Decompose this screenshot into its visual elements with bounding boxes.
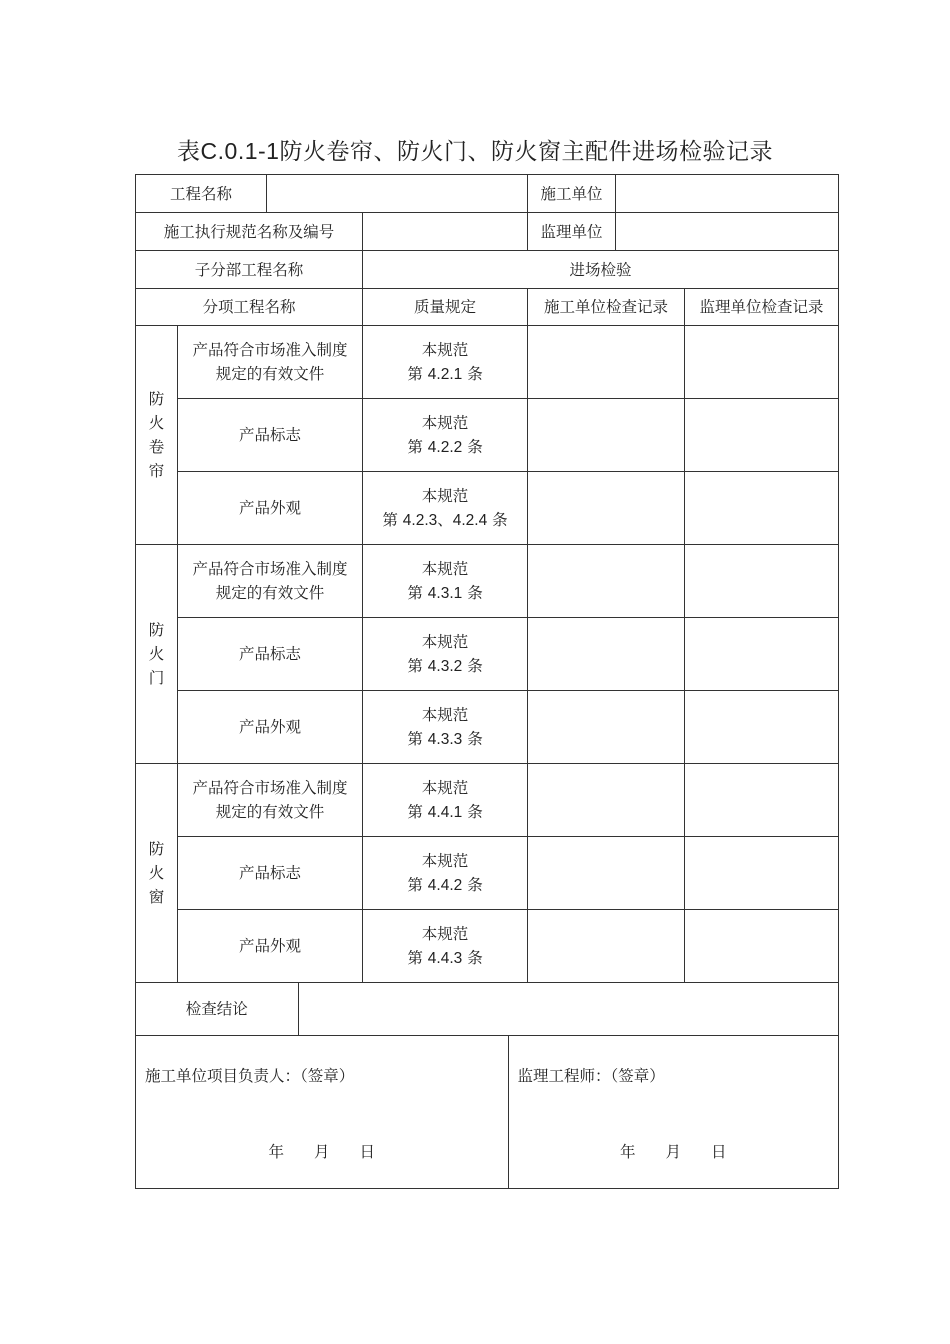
supervision-check-cell[interactable] [685, 837, 839, 910]
construction-signature-label: 施工单位项目负责人：（签章） [145, 1067, 355, 1085]
table-row [136, 545, 839, 618]
table-row [136, 472, 839, 545]
item-cell: 产品外观 [178, 910, 363, 983]
spec-cell: 本规范 第 4.2.1 条 [363, 326, 528, 399]
conclusion-row [136, 983, 839, 1036]
supervision-check-label: 监理单位检查记录 [685, 289, 839, 326]
construction-check-cell[interactable] [528, 910, 685, 983]
supervision-check-cell[interactable] [685, 691, 839, 764]
group-name-fire-door: 防 火 门 [136, 545, 178, 764]
table-row [136, 691, 839, 764]
construction-unit-label: 施工单位 [528, 175, 616, 213]
spec-cell: 本规范 第 4.3.2 条 [363, 618, 528, 691]
spec-cell: 本规范 第 4.4.1 条 [363, 764, 528, 837]
supervision-check-cell[interactable] [685, 399, 839, 472]
group-name-rolling-shutter: 防 火 卷 帘 [136, 326, 178, 545]
supervision-check-cell[interactable] [685, 545, 839, 618]
supervision-signature-label: 监理工程师：（签章） [517, 1067, 665, 1085]
project-name-field[interactable] [267, 175, 528, 213]
construction-check-label: 施工单位检查记录 [528, 289, 685, 326]
construction-check-cell[interactable] [528, 326, 685, 399]
supervision-unit-field[interactable] [616, 213, 839, 251]
item-cell: 产品外观 [178, 472, 363, 545]
title-code: C.0.1-1 [200, 138, 280, 164]
quality-label: 质量规定 [363, 289, 528, 326]
title-text: 防火卷帘、防火门、防火窗主配件进场检验记录 [279, 139, 773, 165]
supervision-signature-date: 年 月 日 [619, 1143, 727, 1161]
item-cell: 产品符合市场准入制度 规定的有效文件 [178, 764, 363, 837]
item-cell: 产品外观 [178, 691, 363, 764]
construction-check-cell[interactable] [528, 618, 685, 691]
spec-label: 施工执行规范名称及编号 [136, 213, 363, 251]
signature-row [136, 1036, 839, 1189]
page-title [0, 133, 950, 166]
item-label: 分项工程名称 [136, 289, 363, 326]
table-row [136, 837, 839, 910]
table-row [136, 764, 839, 837]
table-row [136, 910, 839, 983]
item-cell: 产品标志 [178, 618, 363, 691]
spec-cell: 本规范 第 4.4.2 条 [363, 837, 528, 910]
construction-check-cell[interactable] [528, 764, 685, 837]
construction-signature[interactable] [136, 1036, 508, 1188]
inspection-record-table [135, 174, 839, 1189]
conclusion-label: 检查结论 [136, 983, 298, 1035]
construction-check-cell[interactable] [528, 837, 685, 910]
spec-cell: 本规范 第 4.4.3 条 [363, 910, 528, 983]
spec-cell: 本规范 第 4.2.2 条 [363, 399, 528, 472]
table-row [136, 399, 839, 472]
table-row [136, 326, 839, 399]
project-name-label: 工程名称 [136, 175, 267, 213]
item-cell: 产品符合市场准入制度 规定的有效文件 [178, 326, 363, 399]
spec-cell: 本规范 第 4.3.3 条 [363, 691, 528, 764]
supervision-check-cell[interactable] [685, 910, 839, 983]
item-cell: 产品标志 [178, 399, 363, 472]
construction-check-cell[interactable] [528, 691, 685, 764]
title-prefix: 表 [177, 139, 201, 165]
construction-unit-field[interactable] [616, 175, 839, 213]
item-cell: 产品标志 [178, 837, 363, 910]
spec-field[interactable] [363, 213, 528, 251]
inspection-label: 进场检验 [363, 251, 839, 289]
construction-check-cell[interactable] [528, 399, 685, 472]
construction-signature-date: 年 月 日 [268, 1143, 376, 1161]
construction-check-cell[interactable] [528, 472, 685, 545]
construction-check-cell[interactable] [528, 545, 685, 618]
spec-cell: 本规范 第 4.3.1 条 [363, 545, 528, 618]
supervision-check-cell[interactable] [685, 618, 839, 691]
group-name-fire-window: 防 火 窗 [136, 764, 178, 983]
spec-cell: 本规范 第 4.2.3、4.2.4 条 [363, 472, 528, 545]
supervision-check-cell[interactable] [685, 764, 839, 837]
item-cell: 产品符合市场准入制度 规定的有效文件 [178, 545, 363, 618]
supervision-signature[interactable] [508, 1036, 838, 1188]
table-row [136, 618, 839, 691]
conclusion-field[interactable] [298, 983, 838, 1035]
sub-project-label: 子分部工程名称 [136, 251, 363, 289]
supervision-check-cell[interactable] [685, 472, 839, 545]
supervision-check-cell[interactable] [685, 326, 839, 399]
supervision-unit-label: 监理单位 [528, 213, 616, 251]
